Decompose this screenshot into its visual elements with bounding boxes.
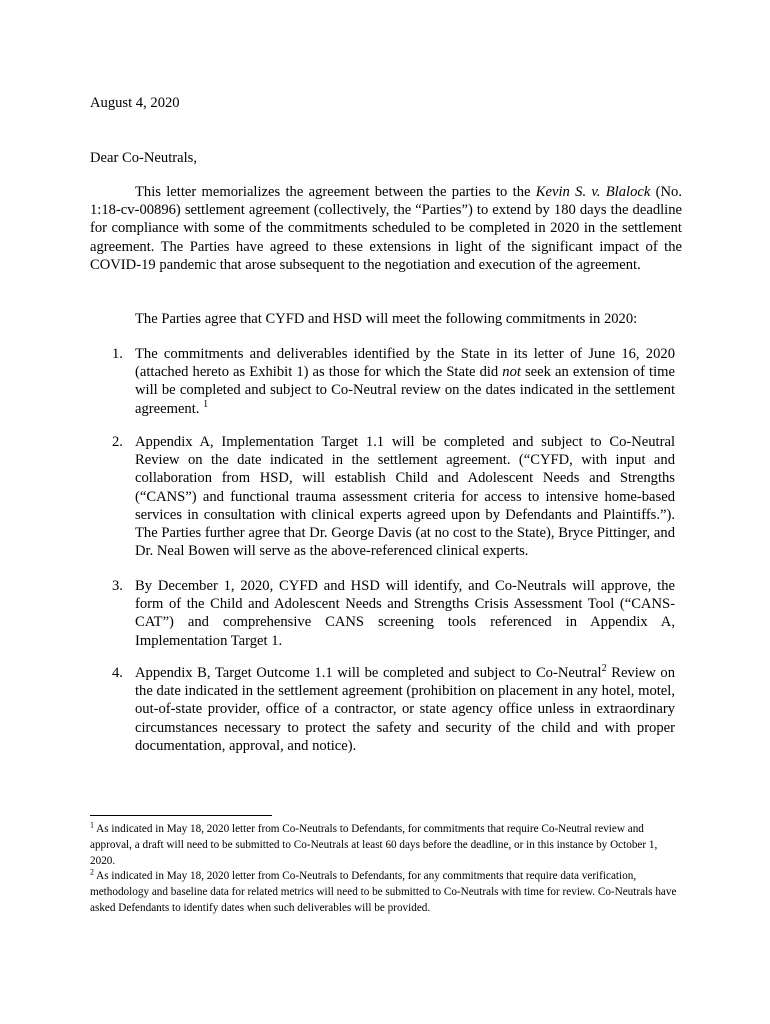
footnote-ref-2[interactable]: 2: [601, 663, 607, 675]
item-number: 3.: [112, 578, 123, 594]
item-text: [135, 664, 675, 755]
footnote-divider: [90, 815, 272, 816]
item-number: 1.: [112, 346, 123, 362]
item-number: 4.: [112, 665, 123, 681]
item-emphasis: not: [502, 364, 521, 381]
item-text: Appendix A, Implementation Target 1.1 will be completed and subject to Co-Neutral Review on the date indicated in the settlement agreement. (“CYFD, with input and collaboration from HSD, will establish Child and Adolescent Needs and Strengths (“CANS”) and functional trauma assessment criteria for access to intensive home-based services in consultation with clinical experts agreed upon by Defendants and Plaintiffs.”). The Parties further agree that Dr. George Davis (at no cost to the State), Bryce Pittinger, and Dr. Neal Bowen will serve as the above-referenced clinical experts.: [135, 434, 675, 560]
item-text-a: The commitments and deliverables identified by the State in its letter of June 16, 2020 (attached hereto as Exhibit 1) as those for which the State did: [135, 346, 675, 381]
footnote-ref-1[interactable]: 1: [203, 398, 209, 410]
footnote-1: [90, 822, 680, 869]
item-text: [135, 345, 675, 418]
item-text-b: Review on the date indicated in the settlement agreement (prohibition on placement in any hotel, motel, out-of-state provider, office of a contractor, or state agency office unless in extraordinary circumstances necessary to protect the safety and security of the child and with proper documentation, approval, and notice).: [135, 665, 675, 754]
intro-text-a: This letter memorializes the agreement between the parties to the: [135, 184, 536, 200]
footnote-mark: 2: [90, 867, 94, 877]
footnote-text: As indicated in May 18, 2020 letter from Co-Neutrals to Defendants, for any commitments that require data verification, methodology and baseline data for related metrics will need to be submitted to Co-Neutrals with time for review. Co-Neutrals have asked Defendants to identify dates when such deliverables will be provided.: [90, 870, 677, 914]
item-text-b: seek an extension of time will be completed and subject to Co-Neutral review on the dates indicated in the settlement agreement.: [135, 364, 675, 417]
footnote-2: [90, 869, 680, 916]
case-name: Kevin S. v. Blalock: [535, 184, 651, 200]
intro-paragraph: [90, 183, 682, 274]
item-text-a: Appendix B, Target Outcome 1.1 will be completed and subject to Co-Neutral: [135, 665, 602, 681]
footnote-mark: 1: [90, 820, 94, 830]
item-number: 2.: [112, 434, 123, 450]
intro-text-b: (No. 1:18-cv-00896) settlement agreement (collectively, the “Parties”) to extend by 180 days the deadline for compliance with some of the commitments scheduled to be completed in 2020 in the settlement agreement. The Parties have agreed to these extensions in light of the significant impact of the COVID-19 pandemic that arose subsequent to the negotiation and execution of the agreement.: [90, 184, 683, 273]
letter-date: August 4, 2020: [90, 95, 180, 111]
footnote-text: As indicated in May 18, 2020 letter from Co-Neutrals to Defendants, for commitments that require Co-Neutral review and approval, a draft will need to be submitted to Co-Neutrals at least 60 days before the deadline, or in this instance by October 1, 2020.: [90, 823, 658, 867]
commitments-intro: The Parties agree that CYFD and HSD will meet the following commitments in 2020:: [135, 311, 638, 327]
salutation: Dear Co-Neutrals,: [90, 150, 197, 166]
item-text: By December 1, 2020, CYFD and HSD will identify, and Co-Neutrals will approve, the form of the Child and Adolescent Needs and Strengths Crisis Assessment Tool (“CANS-CAT”) and comprehensive CANS screening tools referenced in Appendix A, Implementation Target 1.: [135, 578, 675, 649]
